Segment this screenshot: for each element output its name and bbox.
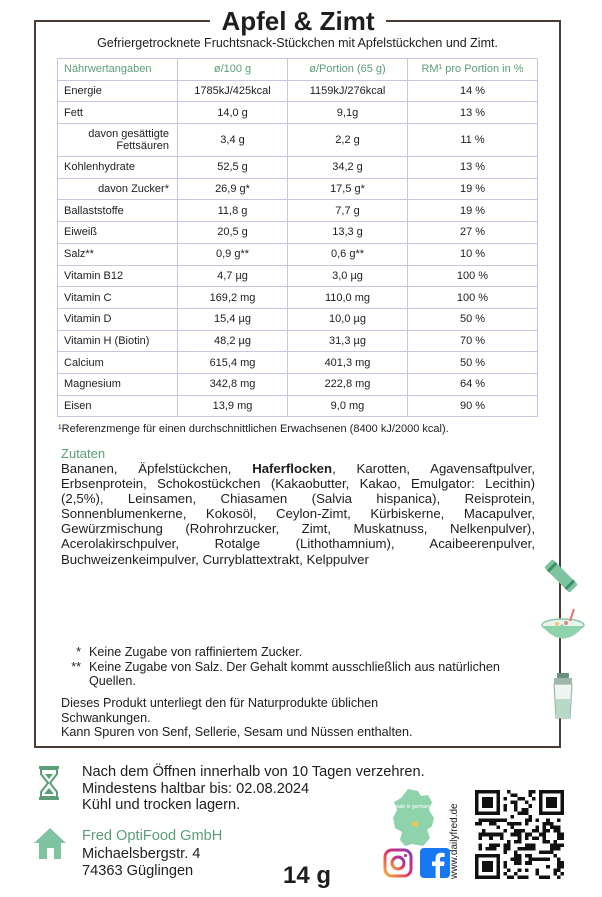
nutrient-name: Fett <box>58 102 178 124</box>
nutrient-value: 48,2 µg <box>178 330 288 352</box>
nutrient-value: 222,8 mg <box>288 373 408 395</box>
nutrient-name: Vitamin B12 <box>58 265 178 287</box>
nutrient-value: 34,2 g <box>288 157 408 179</box>
column-header: ø/Portion (65 g) <box>288 59 408 81</box>
nutrient-value: 3,4 g <box>178 124 288 157</box>
table-row <box>58 373 538 395</box>
nutrient-value: 10 % <box>408 243 538 265</box>
ingredients-text <box>61 461 535 567</box>
ingredients-heading: Zutaten <box>61 446 106 461</box>
nutrient-name: davon Zucker* <box>58 178 178 200</box>
company-name: Fred OptiFood GmbH <box>82 828 223 844</box>
nutrient-value: 7,7 g <box>288 200 408 222</box>
note-star: ** <box>71 659 81 674</box>
nutrition-table <box>57 58 538 417</box>
hourglass-icon <box>38 766 60 800</box>
table-row <box>58 243 538 265</box>
note-text: Keine Zugabe von raffiniertem Zucker. <box>89 645 303 659</box>
nutrient-value: 52,5 g <box>178 157 288 179</box>
nutrient-name: Ballaststoffe <box>58 200 178 222</box>
nutrient-name: Eisen <box>58 395 178 417</box>
nutrient-value: 9,0 mg <box>288 395 408 417</box>
best-before: Mindestens haltbar bis: 02.08.2024 <box>82 780 310 797</box>
nutrient-name: Vitamin C <box>58 287 178 309</box>
nutrient-name: Eiweiß <box>58 222 178 244</box>
nutrient-name: Vitamin D <box>58 308 178 330</box>
ingredients-part: , Karotten, Agavensaftpulver, Erbsenprotein, Schokostückchen (Kakaobutter, Kakao, Emulgator: Lecithin) (2,5%), Leinsamen, Chiasamen (Salvia hispanica), Reisprotein, Sonnenblumenkerne, Kokosöl, Ceylon-Zimt, Kürbiskerne, Macapulver, Gewürzmischung (Rohrohrzucker, Zimt, Muskatnuss, Nelkenpulver), Acerolakirschpulver, Rotalge (Lithothamnium), Acaibeerenpulver, Buchweizenkeimpulver, Curryblattextrakt, Kelppulver <box>61 461 535 567</box>
shaker-icon <box>550 673 576 719</box>
stick-pack-icon <box>544 558 578 594</box>
note-text: Keine Zugabe von Salz. Der Gehalt kommt ausschließlich aus natürlichen Quellen. <box>89 659 500 688</box>
table-row <box>58 287 538 309</box>
qr-code-icon[interactable] <box>475 790 564 879</box>
nutrient-value: 342,8 mg <box>178 373 288 395</box>
nutrient-value: 19 % <box>408 200 538 222</box>
nutrient-value: 169,2 mg <box>178 287 288 309</box>
storage-info <box>82 764 425 814</box>
nutrient-value: 70 % <box>408 330 538 352</box>
net-weight: 14 g <box>283 862 332 889</box>
column-header: Nährwertangaben <box>58 59 178 81</box>
germany-map-icon <box>388 788 440 848</box>
nutrient-value: 1785kJ/425kcal <box>178 80 288 102</box>
made-in-label: made in germany <box>392 804 432 810</box>
nutrient-value: 14 % <box>408 80 538 102</box>
nutrient-value: 10,0 µg <box>288 308 408 330</box>
table-row <box>58 265 538 287</box>
nutrient-value: 3,0 µg <box>288 265 408 287</box>
nutrient-value: 64 % <box>408 373 538 395</box>
nutrient-value: 0,9 g** <box>178 243 288 265</box>
nutrient-value: 19 % <box>408 178 538 200</box>
nutrient-value: 20,5 g <box>178 222 288 244</box>
nutrient-name: davon gesättigte Fettsäuren <box>58 124 178 157</box>
table-row <box>58 124 538 157</box>
nutrient-value: 90 % <box>408 395 538 417</box>
nutrient-value: 31,3 µg <box>288 330 408 352</box>
bowl-icon <box>540 607 586 649</box>
nutrient-value: 17,5 g* <box>288 178 408 200</box>
column-header: ø/100 g <box>178 59 288 81</box>
footnote: ¹Referenzmenge für einen durchschnittlichen Erwachsenen (8400 kJ/2000 kcal). <box>58 423 449 435</box>
table-row <box>58 200 538 222</box>
table-header-row <box>58 59 538 81</box>
note-row <box>63 645 509 660</box>
ingredients-part: Bananen, Äpfelstückchen, <box>61 461 253 476</box>
note-star: * <box>76 645 81 659</box>
nutrient-value: 27 % <box>408 222 538 244</box>
nutrient-name: Calcium <box>58 352 178 374</box>
nutrient-value: 4,7 µg <box>178 265 288 287</box>
nutrient-value: 9,1g <box>288 102 408 124</box>
nutrient-name: Kohlenhydrate <box>58 157 178 179</box>
table-row <box>58 157 538 179</box>
notes <box>63 645 509 689</box>
page-title: Apfel & Zimt <box>210 6 386 37</box>
website-vertical <box>447 785 461 880</box>
instagram-icon[interactable] <box>383 848 413 878</box>
nutrient-value: 50 % <box>408 308 538 330</box>
table-row <box>58 80 538 102</box>
subtitle: Gefriergetrocknete Fruchtsnack-Stückchen mit Apfelstückchen und Zimt. <box>97 36 498 50</box>
nutrient-value: 0,6 g** <box>288 243 408 265</box>
nutrient-name: Magnesium <box>58 373 178 395</box>
nutrient-value: 401,3 mg <box>288 352 408 374</box>
table-row <box>58 102 538 124</box>
nutrient-value: 13 % <box>408 157 538 179</box>
company-address <box>82 828 222 881</box>
nutrient-value: 11 % <box>408 124 538 157</box>
nutrient-value: 14,0 g <box>178 102 288 124</box>
nutrient-value: 1159kJ/276kcal <box>288 80 408 102</box>
nutrient-name: Salz** <box>58 243 178 265</box>
storage-line: Kühl und trocken lagern. <box>82 797 241 814</box>
extra-info <box>61 696 421 740</box>
table-row <box>58 222 538 244</box>
table-row <box>58 178 538 200</box>
company-street: Michaelsbergstr. 4 <box>82 845 201 862</box>
nutrient-value: 2,2 g <box>288 124 408 157</box>
nutrient-name: Energie <box>58 80 178 102</box>
table-row <box>58 352 538 374</box>
nutrient-value: 615,4 mg <box>178 352 288 374</box>
facebook-icon[interactable] <box>420 848 450 878</box>
table-row <box>58 395 538 417</box>
website-text: www.dailyfred.de <box>449 803 460 879</box>
nutrient-name: Vitamin H (Biotin) <box>58 330 178 352</box>
nutrient-value: 13,3 g <box>288 222 408 244</box>
nutrient-value: 13,9 mg <box>178 395 288 417</box>
nutrient-value: 100 % <box>408 265 538 287</box>
nutrient-value: 11,8 g <box>178 200 288 222</box>
house-icon <box>33 827 67 860</box>
nutrient-value: 15,4 µg <box>178 308 288 330</box>
variation-note: Dieses Produkt unterliegt den für Naturprodukte üblichen Schwankungen. <box>61 696 379 725</box>
ingredients-allergen: Haferflocken <box>252 461 333 476</box>
traces-note: Kann Spuren von Senf, Sellerie, Sesam und Nüssen enthalten. <box>61 725 413 740</box>
table-row <box>58 308 538 330</box>
storage-line: Nach dem Öffnen innerhalb von 10 Tagen verzehren. <box>82 764 425 780</box>
nutrient-value: 13 % <box>408 102 538 124</box>
nutrient-value: 50 % <box>408 352 538 374</box>
table-row <box>58 330 538 352</box>
company-city: 74363 Güglingen <box>82 863 194 879</box>
nutrient-value: 100 % <box>408 287 538 309</box>
nutrient-value: 26,9 g* <box>178 178 288 200</box>
nutrient-value: 110,0 mg <box>288 287 408 309</box>
note-row <box>63 660 509 689</box>
column-header: RM¹ pro Portion in % <box>408 59 538 81</box>
